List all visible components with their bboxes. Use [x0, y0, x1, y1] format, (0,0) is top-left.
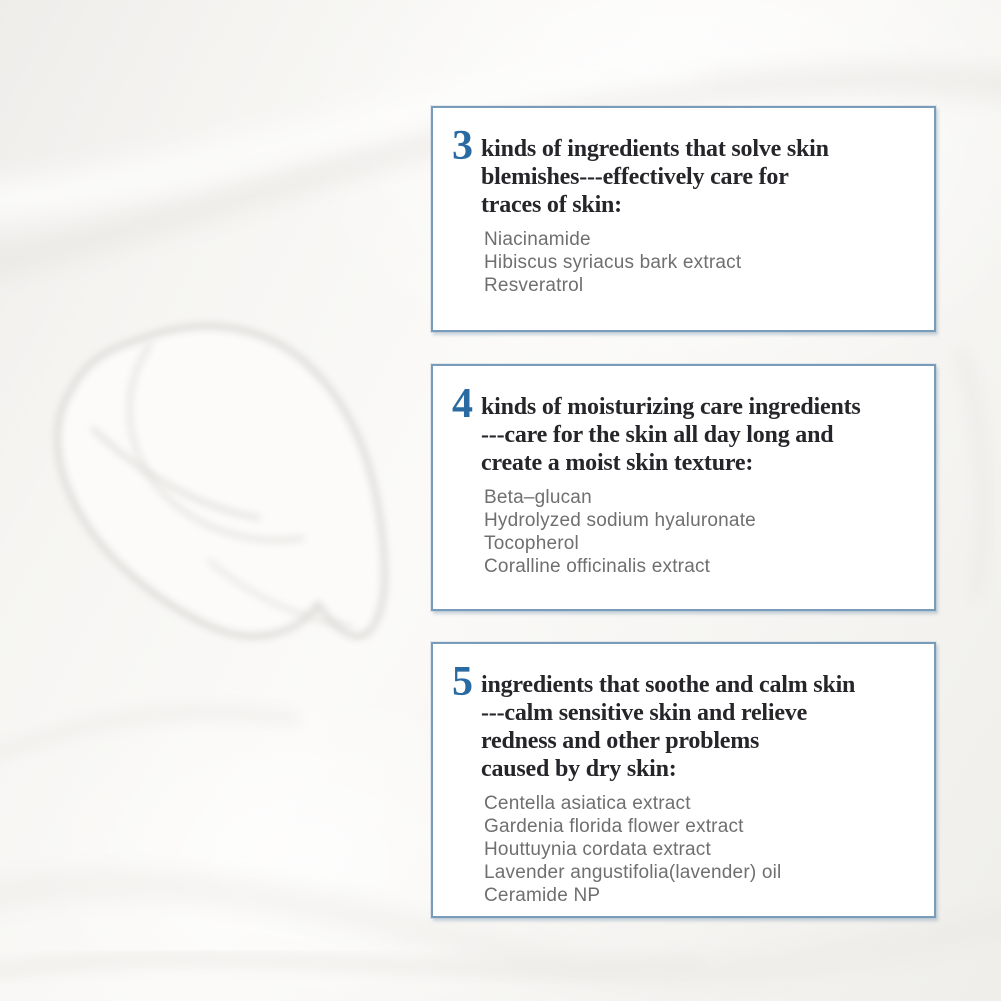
ingredient-list: [484, 486, 920, 578]
ingredient-item: Tocopherol: [484, 533, 579, 554]
heading-line: ingredients that soothe and calm skin: [481, 672, 856, 698]
heading-line: kinds of ingredients that solve skin: [481, 136, 829, 162]
card-number: 4: [452, 381, 473, 427]
ingredients-card-blemish: [431, 106, 936, 332]
ingredient-item: Centella asiatica extract: [484, 793, 691, 814]
ingredient-item: Gardenia florida flower extract: [484, 816, 744, 837]
ingredients-card-soothing: [431, 642, 936, 918]
heading-line: caused by dry skin:: [481, 756, 677, 782]
ingredient-item: Niacinamide: [484, 229, 591, 250]
heading-line: kinds of moisturizing care ingredients: [481, 394, 861, 420]
heading-line: blemishes---effectively care for: [481, 164, 789, 190]
ingredient-list: [484, 792, 920, 907]
ingredient-item: Houttuynia cordata extract: [484, 839, 711, 860]
ingredient-item: Ceramide NP: [484, 885, 601, 906]
card-number: 5: [452, 659, 473, 705]
heading-line: ---calm sensitive skin and relieve: [481, 700, 808, 726]
ingredient-item: Hibiscus syriacus bark extract: [484, 252, 742, 273]
heading-line: ---care for the skin all day long and: [481, 422, 834, 448]
card-heading: [481, 393, 920, 477]
ingredient-item: Beta–glucan: [484, 487, 592, 508]
heading-line: traces of skin:: [481, 192, 622, 218]
ingredients-card-moisturizing: [431, 364, 936, 611]
ingredient-item: Hydrolyzed sodium hyaluronate: [484, 510, 756, 531]
ingredient-item: Resveratrol: [484, 275, 584, 296]
cream-swatch: [58, 327, 384, 636]
ingredient-list: [484, 228, 920, 297]
card-heading: [481, 135, 920, 219]
ingredient-item: Coralline officinalis extract: [484, 556, 711, 577]
ingredient-item: Lavender angustifolia(lavender) oil: [484, 862, 782, 883]
card-heading: [481, 671, 920, 783]
heading-line: redness and other problems: [481, 728, 760, 754]
heading-line: create a moist skin texture:: [481, 450, 754, 476]
card-number: 3: [452, 123, 473, 169]
